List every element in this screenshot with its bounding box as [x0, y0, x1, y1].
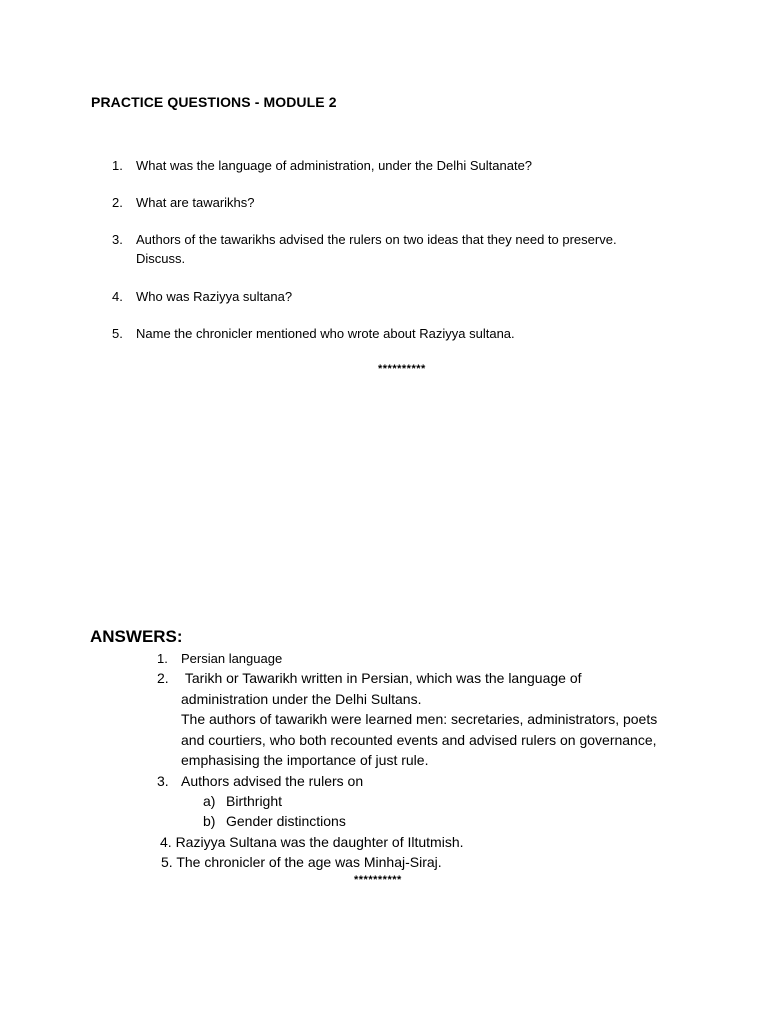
sub-point-label: a): [203, 793, 216, 809]
answer-4: 4. Raziyya Sultana was the daughter of Iltutmish.: [160, 834, 464, 850]
question-1: [112, 156, 672, 175]
separator-stars: **********: [378, 363, 426, 375]
question-number: 3.: [112, 232, 123, 247]
question-number: 1.: [112, 158, 123, 173]
question-5: [112, 324, 672, 343]
separator-stars-end: **********: [354, 874, 402, 886]
question-number: 5.: [112, 326, 123, 341]
question-4: [112, 287, 672, 306]
question-text: Authors of the tawarikhs advised the rulers on two ideas that they need to preserve. Discuss.: [136, 232, 617, 266]
question-3: [112, 230, 672, 268]
sub-point-b: [203, 811, 346, 831]
question-text: What was the language of administration, under the Delhi Sultanate?: [136, 158, 533, 173]
question-text: Who was Raziyya sultana?: [136, 289, 293, 304]
question-number: 4.: [112, 289, 123, 304]
answer-5: 5. The chronicler of the age was Minhaj-Siraj.: [161, 854, 442, 870]
answer-text: Persian language: [181, 651, 283, 666]
sub-point-label: b): [203, 813, 216, 829]
answer-extra-text: The authors of tawarikh were learned men: secretaries, administrators, poets and courtiers, who both recounted events and advised rulers on governance, emphasising the importance of just rule.: [181, 711, 658, 768]
answer-text: Tarikh or Tawarikh written in Persian, which was the language of administration under the Delhi Sultans.: [181, 670, 586, 707]
sub-point-a: [203, 791, 282, 811]
page-title: PRACTICE QUESTIONS - MODULE 2: [91, 94, 337, 110]
answer-1: [157, 649, 677, 670]
answer-number: 3.: [157, 773, 169, 789]
question-2: [112, 193, 672, 212]
answer-number: 2.: [157, 670, 169, 686]
answers-heading: ANSWERS:: [90, 627, 183, 646]
answer-2: [157, 668, 677, 771]
question-text: Name the chronicler mentioned who wrote about Raziyya sultana.: [136, 326, 515, 341]
sub-point-text: Gender distinctions: [226, 813, 346, 829]
sub-point-text: Birthright: [226, 793, 283, 809]
answer-3: [157, 771, 677, 792]
answer-text: Authors advised the rulers on: [181, 773, 364, 789]
answer-number: 1.: [157, 651, 168, 666]
question-text: What are tawarikhs?: [136, 195, 255, 210]
question-number: 2.: [112, 195, 123, 210]
